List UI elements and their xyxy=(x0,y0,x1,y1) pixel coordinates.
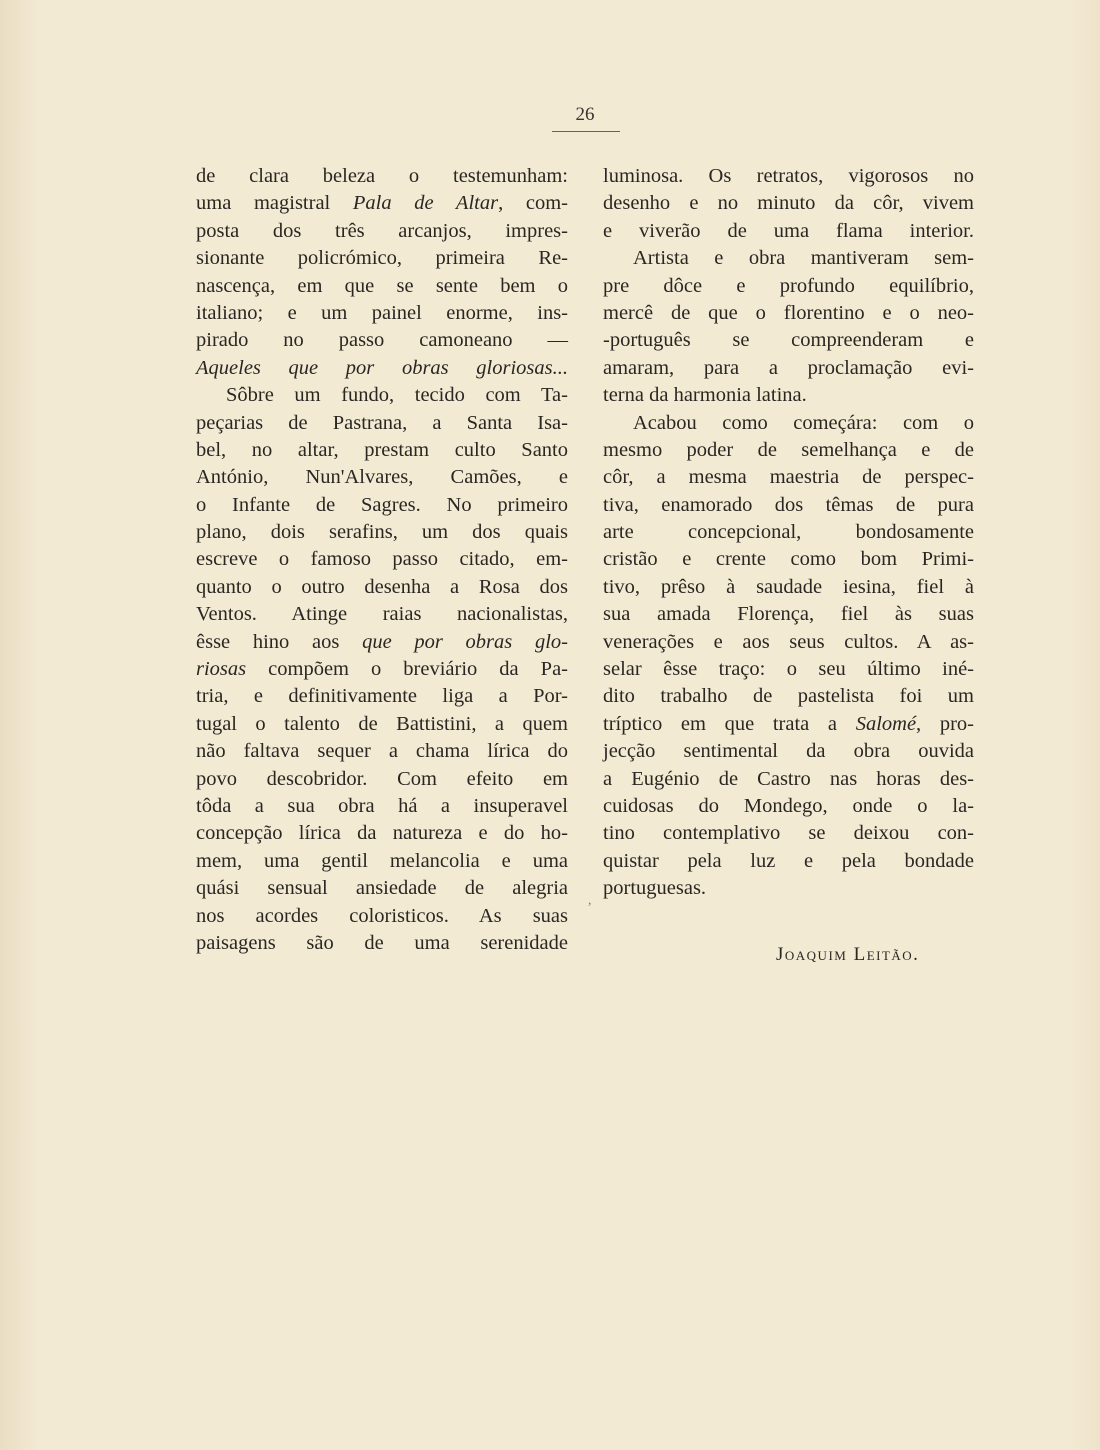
text-line: o Infante de Sagres. No primeiro xyxy=(196,493,568,516)
text-line: concepção lírica da natureza e do ho- xyxy=(196,822,568,845)
text-line: plano, dois serafins, um dos quais xyxy=(196,521,568,544)
text-line: selar êsse traço: o seu último iné- xyxy=(603,658,974,681)
text-line: pirado no passo camoneano — xyxy=(196,329,568,352)
text-line: mesmo poder de semelhança e de xyxy=(603,438,974,461)
text-line: cuidosas do Mondego, onde o la- xyxy=(603,794,974,817)
text-line: desenho e no minuto da côr, vivem xyxy=(603,192,974,215)
text-line: nascença, em que se sente bem o xyxy=(196,274,568,297)
author-signature: Joaquim Leitão. xyxy=(776,944,920,965)
text-line: bel, no altar, prestam culto Santo xyxy=(196,438,568,461)
text-line: Sôbre um fundo, tecido com Ta- xyxy=(226,384,568,407)
text-line: luminosa. Os retratos, vigorosos no xyxy=(603,165,974,187)
text-line: tivo, prêso à saudade iesina, fiel à xyxy=(603,575,974,598)
text-line: portuguesas. xyxy=(603,877,707,900)
text-line: nos acordes coloristicos. As suas xyxy=(196,904,568,927)
text-line: italiano; e um painel enorme, ins- xyxy=(196,301,568,324)
text-line: amaram, para a proclamação evi- xyxy=(603,356,974,379)
page-number-rule xyxy=(552,131,620,132)
text-line: tugal o talento de Battistini, a quem xyxy=(196,712,568,735)
text-line: a Eugénio de Castro nas horas des- xyxy=(603,767,974,790)
text-line: sionante policrómico, primeira Re- xyxy=(196,247,568,270)
text-line: dito trabalho de pastelista foi um xyxy=(603,685,974,708)
text-line: sua amada Florença, fiel às suas xyxy=(603,603,974,626)
text-line: arte concepcional, bondosamente xyxy=(603,521,974,544)
text-line: côr, a mesma maestria de perspec- xyxy=(603,466,974,489)
text-line: venerações e aos seus cultos. A as- xyxy=(603,630,974,653)
text-line: -português se compreenderam e xyxy=(603,329,974,352)
text-line: êsse hino aos que por obras glo- xyxy=(196,630,568,653)
left-text-column xyxy=(196,163,568,957)
text-line: mem, uma gentil melancolia e uma xyxy=(196,849,568,872)
text-line: de clara beleza o testemunham: xyxy=(196,165,568,187)
text-line: Artista e obra mantiveram sem- xyxy=(633,247,974,270)
text-line: povo descobridor. Com efeito em xyxy=(196,767,568,790)
text-line: peçarias de Pastrana, a Santa Isa- xyxy=(196,411,568,434)
text-line: uma magistral Pala de Altar, com- xyxy=(196,192,568,215)
text-line: escreve o famoso passo citado, em- xyxy=(196,548,568,571)
text-line: tôda a sua obra há a insuperavel xyxy=(196,794,568,817)
text-line: cristão e crente como bom Primi- xyxy=(603,548,974,571)
text-line: tríptico em que trata a Salomé, pro- xyxy=(603,712,974,735)
right-text-column xyxy=(603,163,974,903)
text-line: quistar pela luz e pela bondade xyxy=(603,849,974,872)
text-line: tiva, enamorado dos têmas de pura xyxy=(603,493,974,516)
text-line: tria, e definitivamente liga a Por- xyxy=(196,685,568,708)
page-number: 26 xyxy=(575,104,595,125)
text-line: não faltava sequer a chama lírica do xyxy=(196,740,568,763)
text-line: quanto o outro desenha a Rosa dos xyxy=(196,575,568,598)
text-line: terna da harmonia latina. xyxy=(603,384,807,407)
text-line: mercê de que o florentino e o neo- xyxy=(603,301,974,324)
text-line: quási sensual ansiedade de alegria xyxy=(196,877,568,900)
text-line: paisagens são de uma serenidade xyxy=(196,931,568,954)
text-line: Acabou como começára: com o xyxy=(633,411,974,434)
text-line: Aqueles que por obras gloriosas... xyxy=(196,356,568,379)
text-line: pre dôce e profundo equilíbrio, xyxy=(603,274,974,297)
text-line: Ventos. Atinge raias nacionalistas, xyxy=(196,603,568,626)
text-line: e viverão de uma flama interior. xyxy=(603,219,974,242)
text-line: riosas compõem o breviário da Pa- xyxy=(196,658,568,681)
stray-ink-mark: , xyxy=(588,893,592,908)
text-line: posta dos três arcanjos, impres- xyxy=(196,219,568,242)
text-line: tino contemplativo se deixou con- xyxy=(603,822,974,845)
text-line: António, Nun'Alvares, Camões, e xyxy=(196,466,568,489)
text-line: jecção sentimental da obra ouvida xyxy=(603,740,974,763)
